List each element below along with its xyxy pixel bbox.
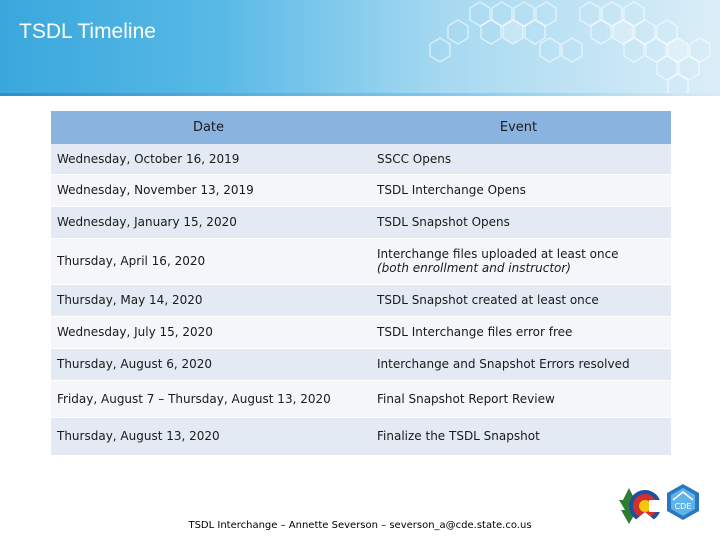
row-event: TSDL Snapshot created at least once <box>366 284 671 316</box>
colorado-c-logo <box>619 488 663 524</box>
row-event-note: (both enrollment and instructor) <box>377 261 571 275</box>
row-date: Thursday, August 6, 2020 <box>51 348 366 380</box>
row-event-text: Interchange files uploaded at least once <box>377 247 619 261</box>
footer-contact: TSDL Interchange – Annette Severson – severson_a@cde.state.co.us <box>188 520 532 531</box>
row-date: Wednesday, January 15, 2020 <box>51 206 366 238</box>
row-event: SSCC Opens <box>366 144 671 174</box>
table-row <box>51 284 671 316</box>
event-column-header: Event <box>366 111 671 144</box>
table-row <box>51 348 671 380</box>
row-date: Thursday, May 14, 2020 <box>51 284 366 316</box>
row-date: Thursday, August 13, 2020 <box>51 417 366 455</box>
slide-title: TSDL Timeline <box>19 20 156 43</box>
cde-logo <box>667 484 699 520</box>
table-row <box>51 238 671 284</box>
table-row <box>51 316 671 348</box>
logo-group <box>611 480 711 532</box>
cde-logo-text: CDE <box>674 502 692 511</box>
row-event: TSDL Interchange files error free <box>366 316 671 348</box>
row-date: Wednesday, November 13, 2019 <box>51 174 366 206</box>
timeline-table <box>51 111 671 456</box>
row-event: Final Snapshot Report Review <box>366 380 671 417</box>
row-date: Friday, August 7 – Thursday, August 13, 2020 <box>51 380 366 417</box>
row-event: Finalize the TSDL Snapshot <box>366 417 671 455</box>
table-row <box>51 144 671 174</box>
hexagon-pattern-decoration <box>330 0 720 94</box>
table-header-row <box>51 111 671 144</box>
row-event: Interchange and Snapshot Errors resolved <box>366 348 671 380</box>
row-event: TSDL Snapshot Opens <box>366 206 671 238</box>
row-event: TSDL Interchange Opens <box>366 174 671 206</box>
table-row <box>51 206 671 238</box>
row-date: Wednesday, October 16, 2019 <box>51 144 366 174</box>
table-row <box>51 174 671 206</box>
row-date: Wednesday, July 15, 2020 <box>51 316 366 348</box>
date-column-header: Date <box>51 111 366 144</box>
row-date: Thursday, April 16, 2020 <box>51 238 366 284</box>
slide-header <box>0 0 720 94</box>
header-divider <box>0 93 720 96</box>
row-event <box>366 238 671 284</box>
table-row <box>51 417 671 455</box>
table-row <box>51 380 671 417</box>
footer-logos <box>611 480 711 528</box>
